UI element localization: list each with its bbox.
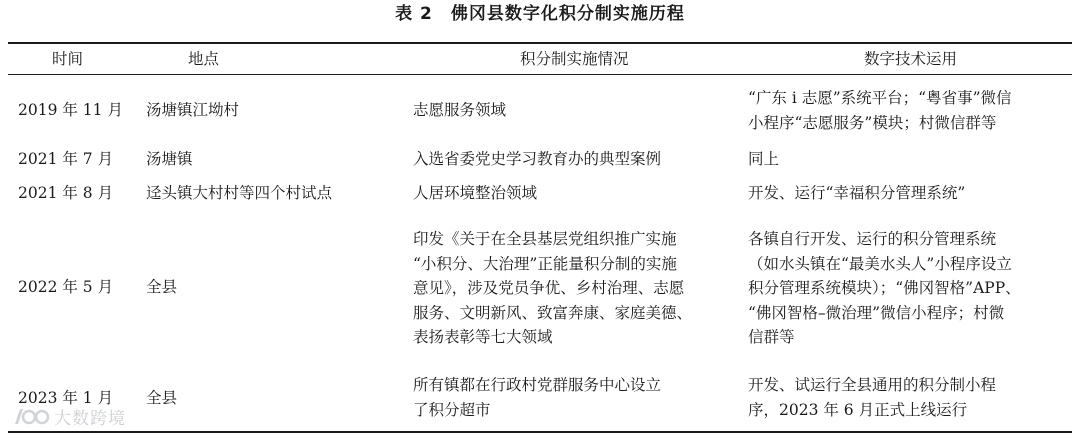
table-header-rule <box>8 74 1072 75</box>
row-4-situation <box>413 373 735 422</box>
row-4-situation-line: 了积分超市 <box>413 400 491 419</box>
header-tech: 数字技术运用 <box>864 50 958 68</box>
row-3-tech-line: 各镇自行开发、运行的积分管理系统 <box>748 230 997 248</box>
row-2-situation-line: 人居环境整治领域 <box>413 184 538 202</box>
row-0-situation-line: 志愿服务领域 <box>413 101 507 119</box>
header-time: 时间 <box>52 50 84 68</box>
row-2-place: 迳头镇大村村等四个村试点 <box>146 184 333 202</box>
table-bottom-rule <box>8 431 1072 433</box>
brand-logo-icon <box>12 404 50 428</box>
row-4-situation-line: 所有镇都在行政村党群服务中心设立 <box>413 376 662 394</box>
row-4-tech <box>748 373 1070 422</box>
row-1-tech-line: 同上 <box>748 150 780 168</box>
row-0-tech-line: “广东 i 志愿”系统平台；“粤省事”微信 <box>748 89 1012 107</box>
row-3-tech-line: “佛冈智格–微治理”微信小程序；村微 <box>748 303 1005 322</box>
row-4-tech-line: 开发、试运行全县通用的积分制小程 <box>748 376 997 394</box>
row-2-time: 2021 年 8 月 <box>18 184 114 202</box>
header-situation: 积分制实施情况 <box>520 50 629 68</box>
row-0-place: 汤塘镇江坳村 <box>146 101 240 119</box>
row-3-situation-line: 服务、文明新风、致富奔康、家庭美德、 <box>413 303 693 322</box>
row-4-place: 全县 <box>146 389 178 407</box>
row-1-tech <box>748 147 1070 172</box>
row-1-situation-line: 入选省委党史学习教育办的典型案例 <box>413 150 662 168</box>
watermark <box>12 401 126 431</box>
row-3-situation-line: 印发《关于在全县基层党组织推广实施 <box>413 230 677 248</box>
row-1-situation <box>413 147 735 172</box>
row-4-tech-line: 序，2023 年 6 月正式上线运行 <box>748 400 968 419</box>
row-0-time: 2019 年 11 月 <box>18 101 123 119</box>
header-place: 地点 <box>188 50 220 68</box>
table-caption: 表 2 佛冈县数字化积分制实施历程 <box>395 4 685 24</box>
row-3-tech-line: （如水头镇在“最美水头人”小程序设立 <box>748 254 1012 273</box>
row-3-tech-line: 信群等 <box>748 328 795 346</box>
row-3-time: 2022 年 5 月 <box>18 278 114 296</box>
table-top-rule <box>8 42 1072 44</box>
row-2-situation <box>413 181 735 206</box>
row-1-time: 2021 年 7 月 <box>18 150 114 168</box>
row-2-tech <box>748 181 1070 206</box>
row-3-situation <box>413 227 735 350</box>
watermark-text: 大数跨境 <box>54 408 126 429</box>
row-3-tech <box>748 227 1070 350</box>
row-0-tech-line: 小程序“志愿服务”模块；村微信群等 <box>748 113 997 132</box>
row-4-time: 2023 年 1 月 <box>18 389 114 407</box>
row-3-place: 全县 <box>146 278 178 296</box>
row-1-place: 汤塘镇 <box>146 150 193 168</box>
row-0-tech <box>748 86 1070 135</box>
row-3-situation-line: “小积分、大治理”正能量积分制的实施 <box>413 254 677 273</box>
row-2-tech-line: 开发、运行“幸福积分管理系统” <box>748 184 966 202</box>
row-3-situation-line: 意见》，涉及党员争优、乡村治理、志愿 <box>413 279 685 297</box>
row-3-tech-line: 积分管理系统模块）；“佛冈智格”APP、 <box>748 279 1021 297</box>
row-0-situation <box>413 98 735 123</box>
row-3-situation-line: 表扬表彰等七大领域 <box>413 328 553 346</box>
